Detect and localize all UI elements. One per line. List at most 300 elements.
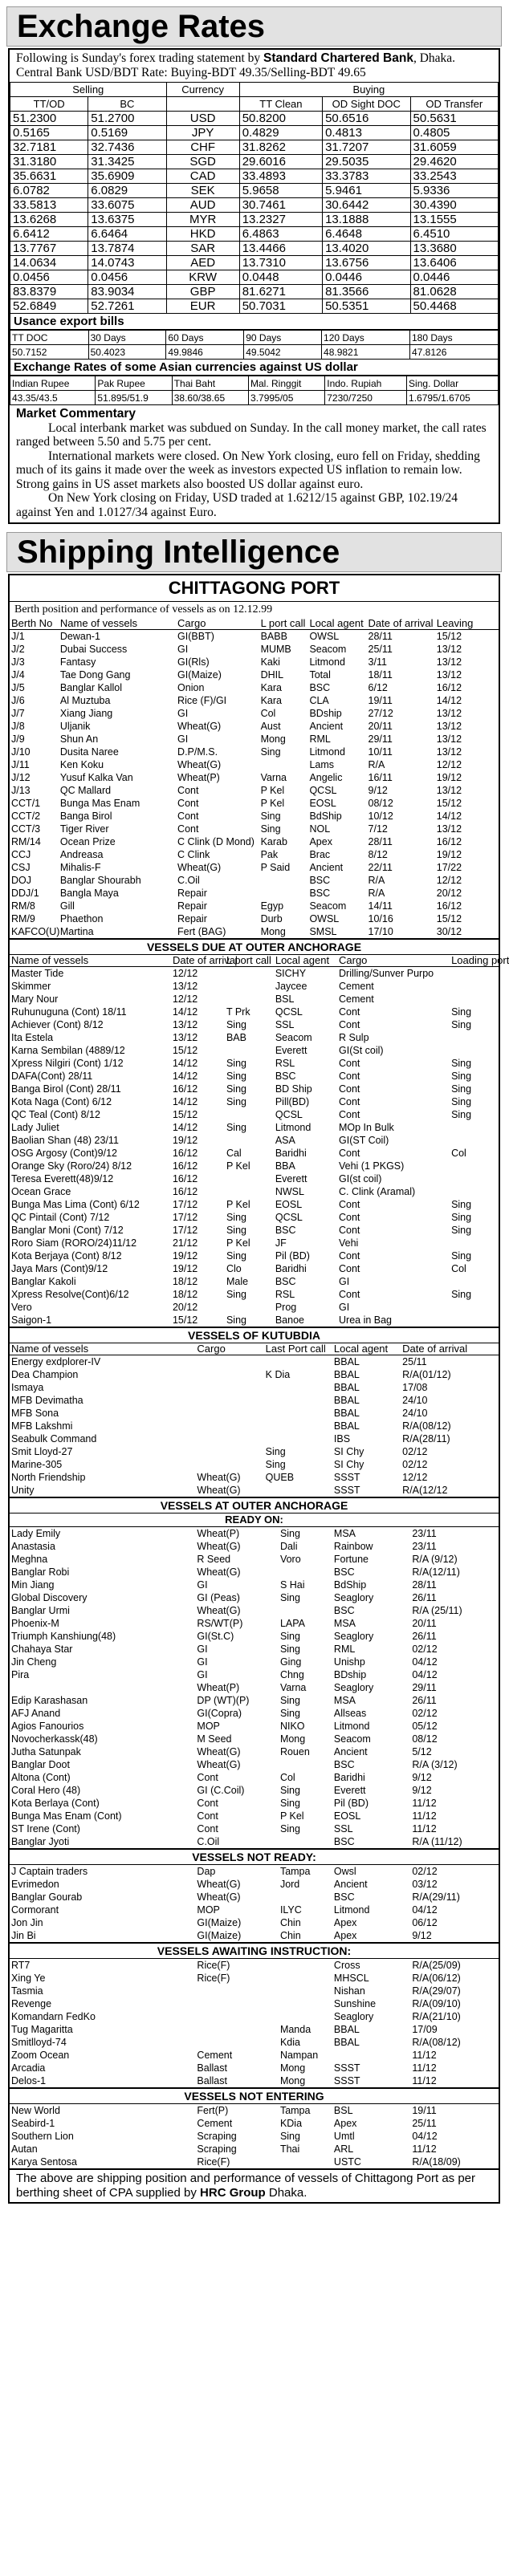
table-cell: Dali (279, 1541, 298, 1552)
table-cell: Chng (279, 1669, 304, 1680)
table-cell: 25/11 (402, 1356, 427, 1367)
table-cell: Pak (260, 849, 279, 860)
column-header: TT Clean (239, 97, 322, 112)
table-cell: R/A (368, 888, 385, 899)
vessel-row (10, 1591, 499, 1604)
table-cell: Sing (451, 1289, 472, 1300)
rate-cell: 0.0446 (323, 270, 410, 285)
vessel-row (10, 1018, 499, 1031)
table-cell: 28/11 (368, 836, 393, 847)
table-cell: CSJ (11, 862, 31, 873)
table-cell: Scraping (197, 2131, 237, 2142)
table-cell: Seaglory (333, 2011, 374, 2022)
table-cell: GI(Rls) (177, 656, 210, 668)
forex-row (10, 270, 499, 285)
table-cell: Voro (279, 1554, 301, 1565)
intro-text-post: , Dhaka. Central Bank USD/BDT Rate: Buying-BDT 49.35/Selling-BDT 49.65 (16, 51, 456, 79)
table-cell (279, 1758, 332, 1771)
rate-cell: 0.4829 (239, 126, 322, 140)
berth-row (10, 643, 499, 656)
table-cell: 20/11 (368, 721, 393, 732)
outer-anchorage-due-table (10, 954, 509, 1327)
table-cell: R/A (368, 759, 385, 770)
table-cell: Xing Ye (11, 1973, 46, 1984)
table-cell (225, 1301, 274, 1314)
table-cell: J/7 (11, 708, 25, 719)
table-cell: QC Mallard (59, 785, 112, 796)
vessel-row (10, 1733, 499, 1745)
table-cell: Sing (226, 1122, 246, 1133)
table-cell: 12/12 (172, 968, 198, 979)
table-cell (279, 1985, 332, 1997)
table-cell: P Kel (260, 785, 285, 796)
table-cell: 16/12 (436, 900, 462, 912)
table-cell: KAFCO(U) (11, 926, 60, 937)
usance-values-row (10, 345, 499, 360)
table-cell: DHIL (260, 669, 284, 681)
table-cell: 18/11 (368, 669, 393, 681)
table-cell: 11/12 (412, 2143, 437, 2155)
table-cell: Tampa (279, 2105, 311, 2116)
table-cell: CCT/3 (11, 823, 41, 835)
vessel-row (10, 1407, 499, 1420)
table-cell: Umtl (333, 2131, 355, 2142)
table-cell: Wheat(G) (197, 1879, 241, 1890)
rate-cell: 51.2700 (88, 112, 166, 126)
rate-cell: 6.4863 (239, 227, 322, 242)
berth-row (10, 874, 499, 887)
table-cell: Rouen (279, 1746, 310, 1757)
table-cell: Cont (339, 1263, 360, 1274)
vessel-row (10, 1540, 499, 1553)
rate-cell: 52.6849 (10, 299, 88, 314)
table-cell (450, 1134, 499, 1147)
table-cell (264, 1484, 332, 1497)
vessel-row (10, 1394, 499, 1407)
table-cell (195, 1394, 263, 1407)
table-cell: BBA (275, 1160, 295, 1172)
table-cell: Total (309, 669, 331, 681)
table-cell: Andreasa (59, 849, 104, 860)
table-cell: 02/12 (412, 1708, 438, 1719)
table-cell: Pil (BD) (333, 1798, 369, 1809)
table-cell (450, 1044, 499, 1057)
table-cell: Cont (339, 1109, 360, 1120)
rate-cell: 33.3783 (323, 169, 410, 184)
table-cell: DAFA(Cont) 28/11 (11, 1071, 93, 1082)
table-cell: 08/12 (412, 1733, 438, 1745)
berth-row (10, 810, 499, 823)
table-cell: Sing (279, 1823, 300, 1834)
table-cell: Wheat(P) (197, 1528, 240, 1539)
table-cell: R/A(12/12 (402, 1485, 448, 1496)
table-cell: 11/12 (412, 1798, 437, 1809)
rate-cell: 30.7461 (239, 198, 322, 213)
table-cell: 180 Days (409, 331, 498, 345)
table-cell: J/6 (11, 695, 25, 706)
table-cell: Rainbow (333, 1541, 373, 1552)
table-cell: JF (275, 1237, 287, 1249)
table-cell: OSG Argosy (Cont)9/12 (11, 1148, 118, 1159)
table-cell: DP (WT)(P) (197, 1695, 250, 1706)
table-cell: 15/12 (172, 1314, 198, 1326)
table-cell: Banga Birol (59, 811, 112, 822)
table-cell: Pil (BD) (275, 1250, 310, 1262)
table-cell: Seacom (309, 900, 347, 912)
vessel-row (10, 1656, 499, 1668)
vessel-row (10, 1784, 499, 1797)
table-cell: 16/12 (172, 1173, 198, 1184)
table-cell: 11/12 (412, 2062, 437, 2074)
table-cell: Ancient (309, 721, 344, 732)
not-ready-table (10, 1865, 499, 1942)
rate-cell: 30.4390 (410, 198, 498, 213)
table-cell: DDJ/1 (11, 888, 39, 899)
table-cell: MFB Devimatha (11, 1395, 83, 1406)
table-cell: Banglar Moni (Cont) 7/12 (11, 1225, 124, 1236)
table-cell: R/A (25/11) (412, 1605, 462, 1616)
table-cell (195, 1985, 279, 1997)
table-cell (225, 980, 274, 993)
table-cell: R Seed (197, 1554, 231, 1565)
table-cell: Everett (275, 1045, 307, 1056)
table-cell: Fantasy (59, 656, 96, 668)
table-cell: Sing (226, 1083, 246, 1095)
column-header: Last Port call (265, 1343, 326, 1355)
usance-header-row (10, 331, 499, 345)
rate-cell: 13.6756 (323, 256, 410, 270)
vessel-row (10, 2130, 499, 2143)
table-cell: 23/11 (412, 1541, 437, 1552)
table-cell: EOSL (275, 1199, 303, 1210)
column-header: Name of vessels (59, 617, 137, 629)
table-cell: R Sulp (339, 1032, 369, 1043)
table-cell: Zoom Ocean (11, 2050, 70, 2061)
table-cell: Sing (265, 1459, 286, 1470)
usance-table (10, 330, 499, 360)
table-cell (450, 1314, 499, 1327)
table-cell: Triumph Kanshiung(48) (11, 1631, 116, 1642)
table-cell: Cement (197, 2050, 233, 2061)
table-cell: 16/12 (172, 1148, 198, 1159)
table-cell: ASA (275, 1135, 295, 1146)
table-cell: Jaya Mars (Cont)9/12 (11, 1263, 108, 1274)
table-cell: BdShip (309, 811, 342, 822)
table-cell: MHSCL (333, 1973, 369, 1984)
forex-row (10, 126, 499, 140)
berth-row (10, 668, 499, 681)
ready-on-title: READY ON: (10, 1514, 499, 1527)
column-header: L port call (260, 617, 306, 629)
table-cell: Banglar Kallol (59, 682, 123, 693)
rate-cell: 81.6271 (239, 285, 322, 299)
table-cell: Col (451, 1263, 466, 1274)
table-cell: Thai (279, 2143, 300, 2155)
awaiting-instruction-title: VESSELS AWAITING INSTRUCTION: (10, 1942, 499, 1959)
rate-cell: 31.8262 (239, 140, 322, 155)
berth-row (10, 823, 499, 835)
table-cell: J/8 (11, 721, 25, 732)
table-cell: SI Chy (333, 1446, 364, 1457)
berth-row (10, 720, 499, 733)
rate-cell: 29.4620 (410, 155, 498, 169)
table-cell: 24/10 (402, 1395, 428, 1406)
table-cell: GI (197, 1644, 208, 1655)
table-cell: Revenge (11, 1998, 52, 2009)
forex-group-header-row (10, 83, 499, 97)
table-cell: BSC (275, 1276, 296, 1287)
table-cell (279, 2010, 332, 2023)
vessel-row (10, 1458, 499, 1471)
table-cell: 10/11 (368, 746, 393, 758)
table-cell: Evrimedon (11, 1879, 59, 1890)
column-header: Date of arrival (368, 617, 434, 629)
table-cell: Tae Dong Gang (59, 669, 131, 681)
table-cell (279, 1566, 332, 1579)
vessel-row (10, 1420, 499, 1432)
market-commentary (10, 405, 499, 522)
vessel-row (10, 1810, 499, 1822)
table-cell: Ancient (309, 862, 344, 873)
table-cell: 14/12 (172, 1122, 198, 1133)
table-cell: Mong (260, 733, 286, 745)
table-cell: EOSL (309, 798, 336, 809)
currency-code: KRW (166, 270, 239, 285)
table-cell: Indo. Rupiah (325, 376, 407, 391)
table-cell: QCSL (275, 1109, 303, 1120)
table-cell (195, 2036, 279, 2049)
table-cell: SSST (333, 2075, 360, 2086)
rate-cell: 13.7874 (88, 242, 166, 256)
vessel-row (10, 1720, 499, 1733)
table-cell: Sing (279, 1592, 300, 1603)
vessel-row (10, 1745, 499, 1758)
table-cell: Allseas (333, 1708, 367, 1719)
currency-code: AED (166, 256, 239, 270)
vessel-row (10, 1185, 499, 1198)
table-cell (279, 1972, 332, 1985)
table-cell: GI(Maize) (197, 1930, 242, 1941)
table-cell: Angelic (309, 772, 343, 783)
table-cell: Varna (260, 772, 287, 783)
table-cell: 16/12 (436, 682, 462, 693)
table-cell: Sing (226, 1225, 246, 1236)
rate-cell: 50.5351 (323, 299, 410, 314)
table-cell: Xpress Nilgiri (Cont) 1/12 (11, 1058, 124, 1069)
forex-row (10, 112, 499, 126)
rate-cell: 0.5165 (10, 126, 88, 140)
table-cell: Repair (177, 900, 207, 912)
vessel-row (10, 1381, 499, 1394)
rate-cell: 0.0456 (88, 270, 166, 285)
table-cell: Litmond (309, 746, 345, 758)
table-cell: 06/12 (412, 1917, 438, 1928)
table-cell: 23/11 (412, 1528, 437, 1539)
table-cell: Male (226, 1276, 249, 1287)
table-cell: MFB Sona (11, 1408, 59, 1419)
table-cell: BSC (333, 1836, 355, 1847)
table-cell: Wheat(G) (197, 1746, 241, 1757)
rate-cell: 6.4648 (323, 227, 410, 242)
table-cell: Roro Siam (RORO/24)11/12 (11, 1237, 137, 1249)
table-cell: Banglar Shourabh (59, 875, 141, 886)
table-cell: Kota Naga (Cont) 6/12 (11, 1096, 112, 1107)
vessel-row (10, 1237, 499, 1249)
table-cell: GI(St.C) (197, 1631, 234, 1642)
footer-text-pre: The above are shipping position and performance of vessels of Chittagong Port as per berthing sheet of CPA supplied by (16, 2172, 476, 2200)
rate-cell: 14.0634 (10, 256, 88, 270)
table-cell: R/A(21/10) (412, 2011, 461, 2022)
table-cell (450, 980, 499, 993)
table-cell: 14/11 (368, 900, 393, 912)
table-cell: Mong (279, 1733, 306, 1745)
table-cell: P Kel (226, 1160, 250, 1172)
table-cell: Apex (333, 2118, 357, 2129)
vessel-row (10, 2036, 499, 2049)
forex-row (10, 227, 499, 242)
forex-row (10, 213, 499, 227)
table-cell: Sing. Dollar (407, 376, 499, 391)
table-cell: Ging (279, 1656, 302, 1668)
table-cell: BSC (333, 1759, 355, 1770)
vessel-row (10, 1044, 499, 1057)
vessel-row (10, 1916, 499, 1929)
table-cell: 14/12 (172, 1071, 198, 1082)
vessel-row (10, 2023, 499, 2036)
vessel-row (10, 1275, 499, 1288)
table-cell: P Said (260, 862, 291, 873)
column-header: Date of arrival (172, 954, 238, 966)
kutubdia-title: VESSELS OF KUTUBDIA (10, 1327, 499, 1343)
table-cell: GI (177, 733, 189, 745)
table-cell: P Kel (260, 798, 285, 809)
vessel-row (10, 1527, 499, 1540)
table-cell (195, 1420, 263, 1432)
table-cell: 3.7995/05 (249, 391, 325, 405)
column-header (166, 97, 239, 112)
table-cell: GI(st coil) (339, 1173, 382, 1184)
table-cell: Cont (177, 785, 199, 796)
table-cell: 8/12 (368, 849, 388, 860)
table-cell: Karya Sentosa (11, 2156, 77, 2168)
table-cell: Min Jiang (11, 1579, 55, 1591)
table-cell: Ancient (333, 1746, 368, 1757)
table-cell (279, 1835, 332, 1848)
table-cell: Banglar Kakoli (11, 1276, 76, 1287)
table-cell: Energy exdplorer-IV (11, 1356, 101, 1367)
rate-cell: 13.3680 (410, 242, 498, 256)
table-cell: Anastasia (11, 1541, 55, 1552)
currency-code: CAD (166, 169, 239, 184)
rate-cell: 83.9034 (88, 285, 166, 299)
table-cell (450, 967, 499, 981)
vessel-row (10, 1057, 499, 1070)
vessel-row (10, 1566, 499, 1579)
table-cell: BBAL (333, 1420, 360, 1432)
table-cell (195, 2010, 279, 2023)
table-cell: Vehi (1 PKGS) (339, 1160, 405, 1172)
column-header: Cargo (339, 954, 368, 966)
table-cell: LAPA (279, 1618, 305, 1629)
table-cell: Coral Hero (48) (11, 1785, 81, 1796)
table-cell: Seaglory (333, 1592, 374, 1603)
vessel-row (10, 1314, 499, 1327)
table-cell: QC Pintail (Cont) 7/12 (11, 1212, 110, 1223)
table-cell: Unishp (333, 1656, 365, 1668)
table-cell: 30/12 (436, 926, 462, 937)
rate-cell: 14.0743 (88, 256, 166, 270)
berth-row (10, 630, 499, 644)
table-cell: Ballast (197, 2062, 227, 2074)
table-cell: Sing (260, 823, 281, 835)
table-cell: Cont (177, 811, 199, 822)
table-cell: 18/12 (172, 1276, 198, 1287)
table-cell (225, 1185, 274, 1198)
table-cell: 19/11 (412, 2105, 437, 2116)
rate-cell: 52.7261 (88, 299, 166, 314)
table-cell: Cal (226, 1148, 242, 1159)
table-cell: Cont (339, 1006, 360, 1018)
table-cell: ILYC (279, 1904, 302, 1916)
table-cell: Sing (279, 1631, 300, 1642)
table-cell: BBAL (333, 2037, 360, 2048)
table-cell: Cont (339, 1289, 360, 1300)
port-subtitle: Berth position and performance of vessels as on 12.12.99 (14, 603, 273, 616)
table-cell: Jon Jin (11, 1917, 43, 1928)
table-cell: Phoenix-M (11, 1618, 59, 1629)
awaiting-instruction-table (10, 1959, 499, 2087)
table-cell: DOJ (11, 875, 31, 886)
table-cell: Seacom (275, 1032, 312, 1043)
berth-row (10, 758, 499, 771)
rate-cell: 83.8379 (10, 285, 88, 299)
berth-row (10, 887, 499, 900)
vessel-row (10, 993, 499, 1006)
table-cell: Wheat(G) (197, 1759, 241, 1770)
table-cell: Chahaya Star (11, 1644, 73, 1655)
forex-row (10, 169, 499, 184)
table-cell (450, 1275, 499, 1288)
table-cell: 04/12 (412, 1904, 438, 1916)
table-cell (10, 1681, 195, 1694)
table-cell: Cement (197, 2118, 233, 2129)
berth-table (10, 618, 499, 938)
table-cell: Sing (226, 1212, 246, 1223)
table-cell: Baridhi (275, 1148, 307, 1159)
table-cell: Rice(F) (197, 1973, 230, 1984)
usance-title: Usance export bills (10, 314, 499, 330)
table-cell: Mihalis-F (59, 862, 101, 873)
table-cell: Sing (451, 1212, 472, 1223)
rate-cell: 13.2327 (239, 213, 322, 227)
vessel-row (10, 1147, 499, 1160)
table-cell: 16/11 (368, 772, 393, 783)
table-cell: Sing (279, 1785, 300, 1796)
currency-code: SGD (166, 155, 239, 169)
table-cell: RM/14 (11, 836, 41, 847)
table-cell: Yusuf Kalka Van (59, 772, 133, 783)
table-cell: GI (Peas) (197, 1592, 240, 1603)
vessel-row (10, 2117, 499, 2130)
table-cell: RM/9 (11, 913, 35, 924)
table-cell: 18/12 (172, 1289, 198, 1300)
table-cell (450, 1237, 499, 1249)
table-cell: 27/12 (368, 708, 393, 719)
table-cell: Meghna (11, 1554, 48, 1565)
table-cell: Sing (279, 1695, 300, 1706)
table-cell: Wheat(G) (197, 1485, 241, 1496)
table-cell: Repair (177, 888, 207, 899)
